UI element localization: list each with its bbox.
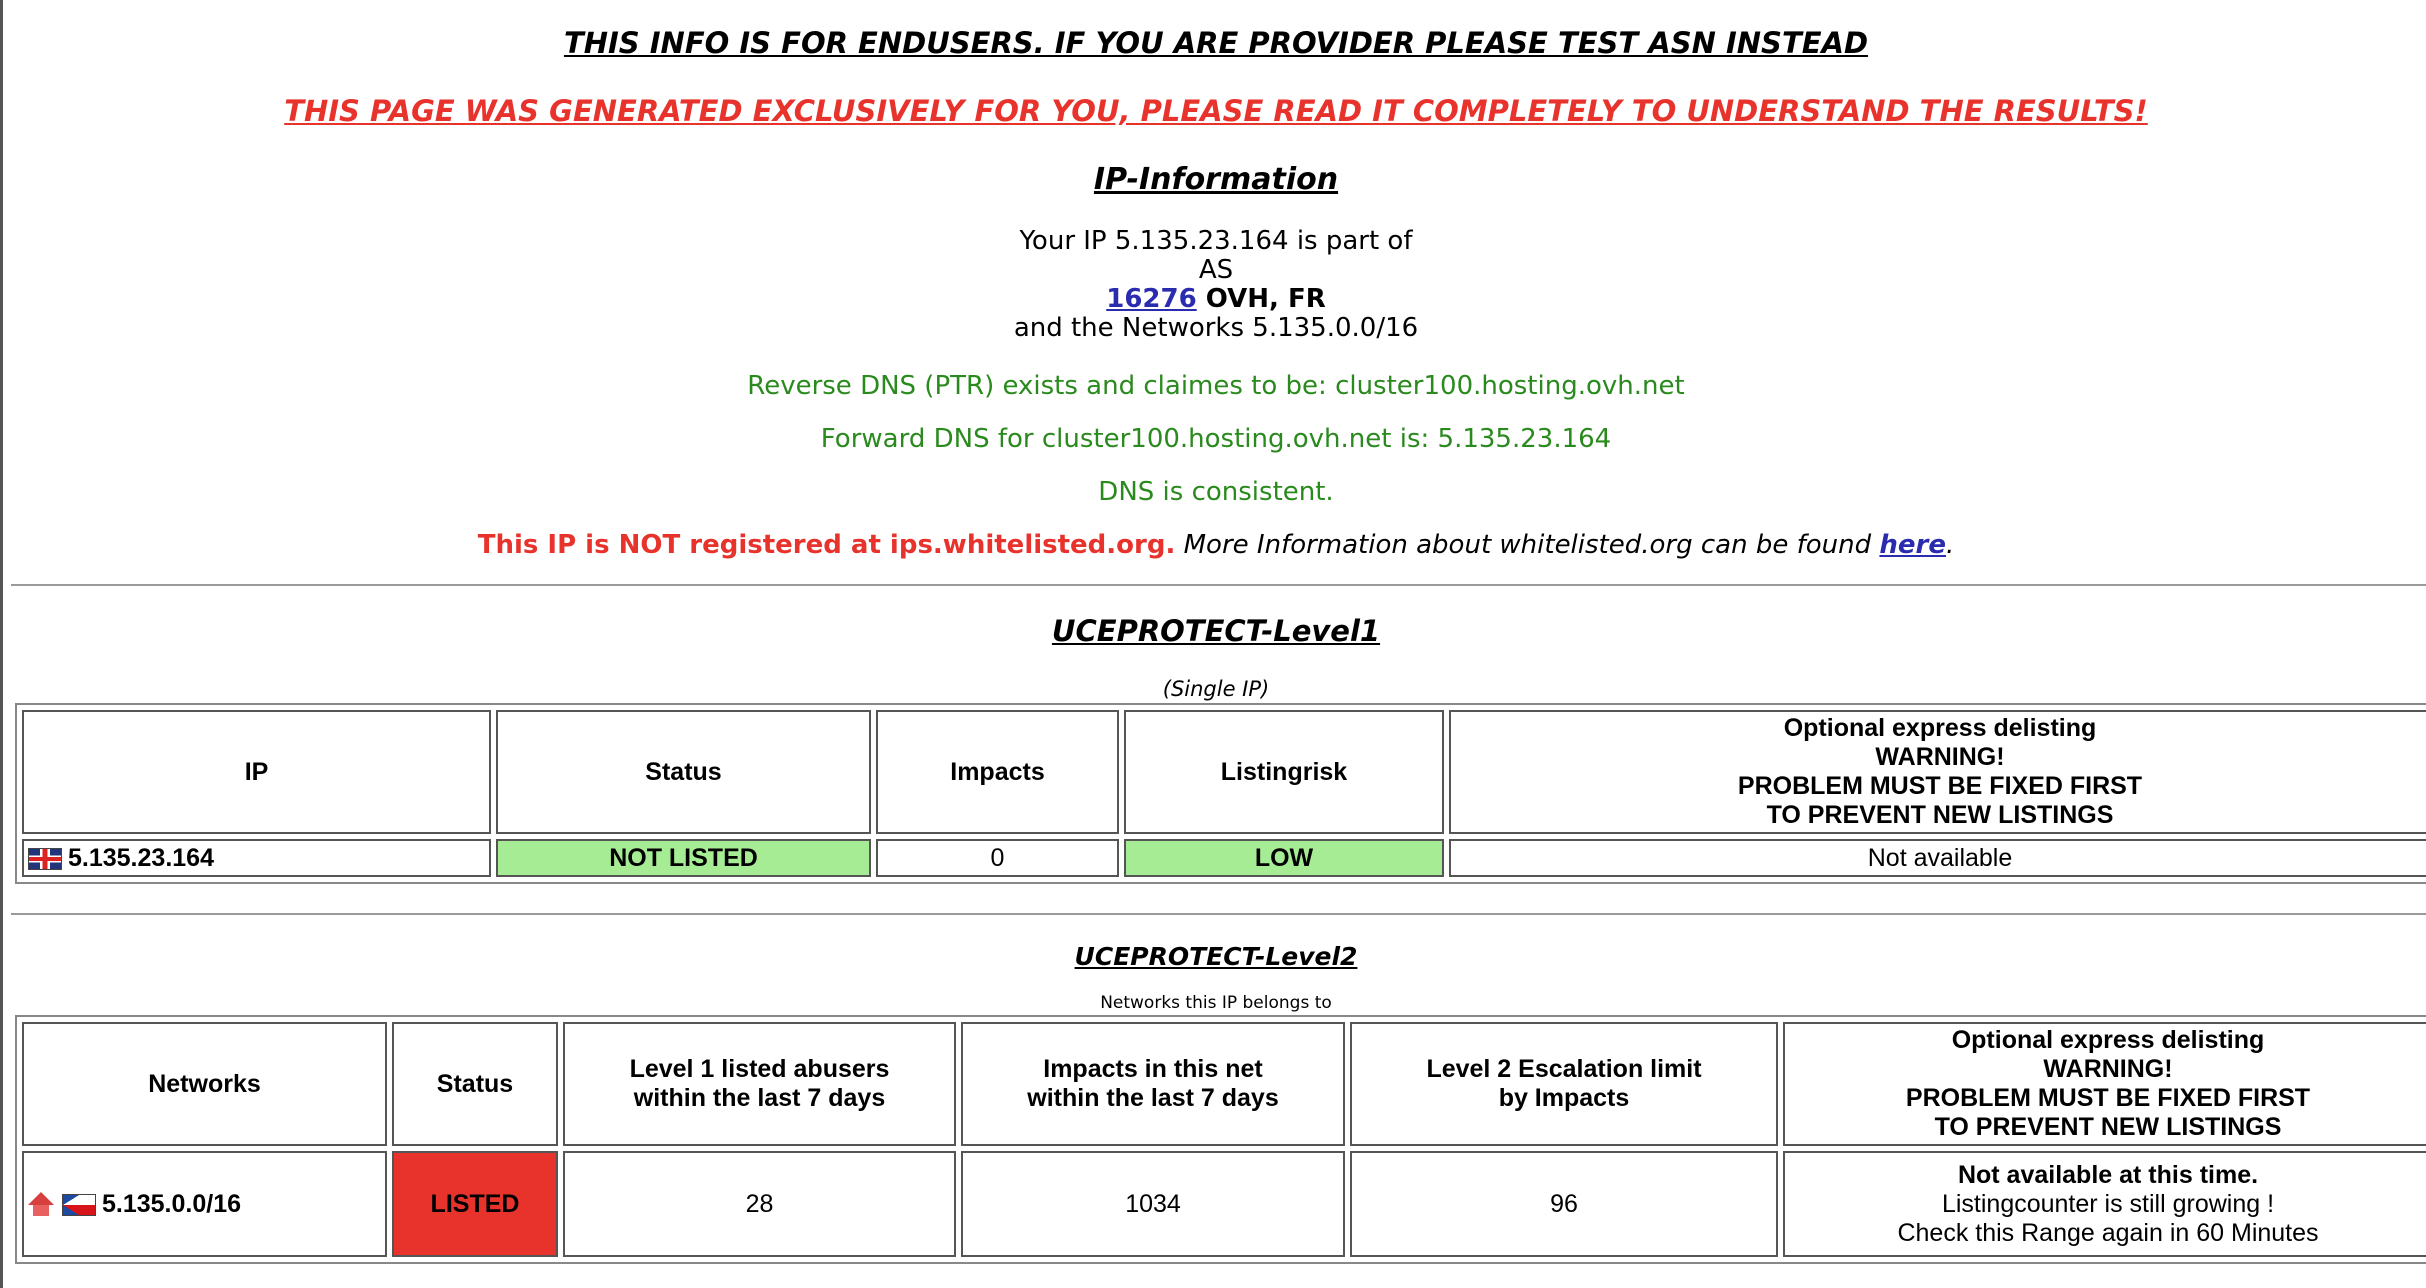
as-line — [3, 284, 2426, 314]
level2-header-escalation — [1350, 1022, 1778, 1146]
level2-table — [15, 1015, 2426, 1264]
level2-header-networks: Networks — [22, 1022, 387, 1146]
abusers-header-line2: within the last 7 days — [633, 1084, 886, 1112]
delist-prevent: TO PREVENT NEW LISTINGS — [1766, 801, 2114, 829]
escalation-header-line2: by Impacts — [1498, 1084, 1630, 1112]
level1-table — [15, 703, 2426, 884]
table-row — [22, 839, 2426, 877]
delisting-counter: Listingcounter is still growing ! — [1941, 1189, 2275, 1218]
as-label: AS — [1198, 255, 1234, 285]
impacts-header-line2: within the last 7 days — [1027, 1084, 1279, 1112]
level2-network: 5.135.0.0/16 — [102, 1189, 242, 1218]
as-number-link[interactable]: 16276 — [1106, 284, 1197, 314]
delist-title: Optional express delisting — [1783, 714, 2097, 742]
level1-risk: LOW — [1124, 839, 1444, 877]
level1-header-ip: IP — [22, 710, 491, 834]
home-icon[interactable] — [28, 1192, 54, 1218]
level1-heading: UCEPROTECT-Level1 — [1051, 614, 1381, 648]
level1-delisting: Not available — [1449, 839, 2426, 877]
ip-line: Your IP 5.135.23.164 is part of — [1019, 226, 1413, 256]
uk-flag-icon — [28, 848, 62, 870]
level2-header-status: Status — [392, 1022, 558, 1146]
divider-2 — [11, 913, 2426, 915]
level1-header-impacts: Impacts — [876, 710, 1119, 834]
level2-header-impacts — [961, 1022, 1345, 1146]
abusers-header-line1: Level 1 listed abusers — [629, 1055, 890, 1083]
delist2-title: Optional express delisting — [1951, 1026, 2265, 1054]
whitelist-here-link[interactable]: here — [1879, 530, 1947, 560]
ip-info-heading: IP-Information — [1093, 162, 1339, 197]
level1-ip: 5.135.23.164 — [68, 843, 214, 872]
level1-header-status: Status — [496, 710, 871, 834]
dns-consistent: DNS is consistent. — [1098, 477, 1334, 507]
delist2-problem: PROBLEM MUST BE FIXED FIRST — [1905, 1084, 2311, 1112]
delist2-prevent: TO PREVENT NEW LISTINGS — [1934, 1113, 2282, 1141]
delisting-status: Not available at this time. — [1957, 1160, 2259, 1189]
reverse-dns: Reverse DNS (PTR) exists and claimes to be: cluster100.hosting.ovh.net — [747, 371, 1685, 401]
level2-impacts: 1034 — [961, 1151, 1345, 1257]
exclusive-notice: THIS PAGE WAS GENERATED EXCLUSIVELY FOR YOU, PLEASE READ IT COMPLETELY TO UNDERSTAND THE RESULTS! — [284, 94, 2148, 128]
level1-impacts: 0 — [876, 839, 1119, 877]
level2-subtitle: Networks this IP belongs to — [1100, 993, 1332, 1013]
level1-subtitle: (Single IP) — [1162, 677, 1270, 701]
forward-dns: Forward DNS for cluster100.hosting.ovh.net is: 5.135.23.164 — [820, 424, 1612, 454]
level2-header-abusers — [563, 1022, 956, 1146]
divider-1 — [11, 584, 2426, 586]
whitelist-more: More Information about whitelisted.org can be found — [1175, 530, 1880, 560]
level2-delisting — [1783, 1151, 2426, 1257]
whitelist-warning: This IP is NOT registered at ips.whitelisted.org. — [477, 530, 1176, 560]
enduser-notice: THIS INFO IS FOR ENDUSERS. IF YOU ARE PROVIDER PLEASE TEST ASN INSTEAD — [563, 26, 1869, 60]
cz-flag-icon — [62, 1194, 96, 1216]
delist-problem: PROBLEM MUST BE FIXED FIRST — [1737, 772, 2143, 800]
as-name: OVH, FR — [1196, 284, 1326, 314]
level2-escalation: 96 — [1350, 1151, 1778, 1257]
level1-header-risk: Listingrisk — [1124, 710, 1444, 834]
delist-warning: WARNING! — [1875, 743, 2005, 771]
whitelist-end: . — [1946, 530, 1955, 560]
level2-header-delisting — [1783, 1022, 2426, 1146]
level1-header-delisting — [1449, 710, 2426, 834]
whitelist-line — [3, 530, 2426, 560]
escalation-header-line1: Level 2 Escalation limit — [1426, 1055, 1702, 1083]
level2-heading: UCEPROTECT-Level2 — [1074, 942, 1358, 971]
delisting-recheck: Check this Range again in 60 Minutes — [1897, 1218, 2319, 1247]
networks-line: and the Networks 5.135.0.0/16 — [1013, 313, 1419, 343]
status-badge: NOT LISTED — [496, 839, 871, 877]
level2-network-cell — [22, 1151, 387, 1257]
impacts-header-line1: Impacts in this net — [1043, 1055, 1263, 1083]
level1-ip-cell — [22, 839, 491, 877]
status-badge: LISTED — [392, 1151, 558, 1257]
delist2-warning: WARNING! — [2043, 1055, 2173, 1083]
table-row — [22, 1151, 2426, 1257]
level2-abusers: 28 — [563, 1151, 956, 1257]
